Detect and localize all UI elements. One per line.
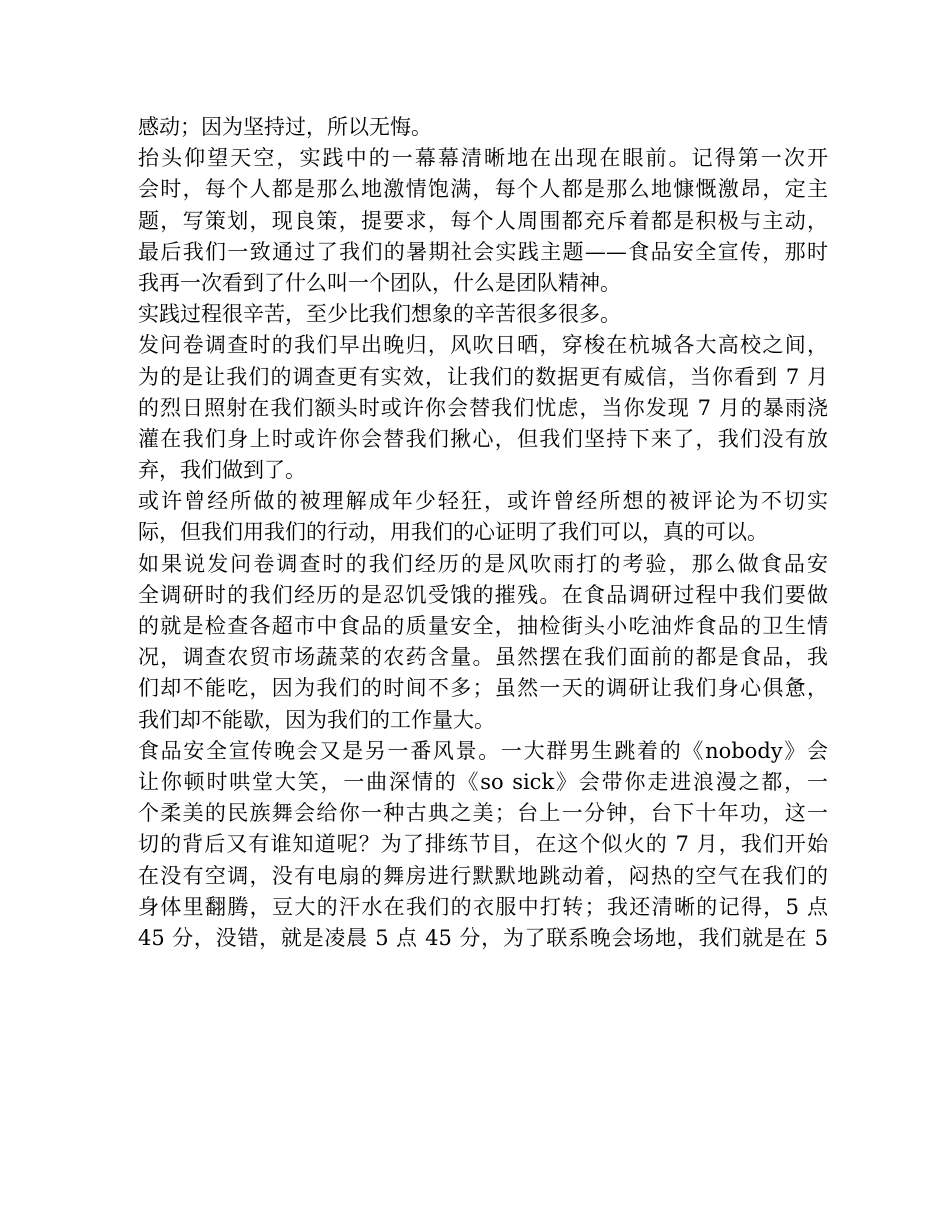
text-line: 实践过程很辛苦，至少比我们想象的辛苦很多很多。 — [138, 302, 621, 327]
text-line: 或许曾经所做的被理解成年少轻狂，或许曾经所想的被评论为不切实 — [138, 489, 828, 514]
text-line: 灌在我们身上时或许你会替我们揪心，但我们坚持下来了，我们没有放 — [138, 426, 828, 451]
text-line: 会时，每个人都是那么地激情饱满，每个人都是那么地慷慨激昂，定主 — [138, 177, 828, 202]
text-line: 在没有空调，没有电扇的舞房进行默默地跳动着，闷热的空气在我们的 — [138, 863, 828, 888]
text-line: 最后我们一致通过了我们的暑期社会实践主题——食品安全宣传，那时 — [138, 239, 828, 264]
text-line: 们却不能吃，因为我们的时间不多；虽然一天的调研让我们身心俱惫， — [138, 676, 828, 701]
text-line: 发问卷调查时的我们早出晚归，风吹日晒，穿梭在杭城各大高校之间， — [138, 333, 828, 358]
text-line: 45 分，没错，就是凌晨 5 点 45 分，为了联系晚会场地，我们就是在 5 — [138, 925, 828, 950]
text-line: 食品安全宣传晚会又是另一番风景。一大群男生跳着的《nobody》会 — [138, 738, 828, 763]
text-line: 我再一次看到了什么叫一个团队，什么是团队精神。 — [138, 270, 621, 295]
text-line: 感动；因为坚持过，所以无悔。 — [138, 115, 432, 139]
text-line: 切的背后又有谁知道呢？为了排练节目，在这个似火的 7 月，我们开始 — [138, 832, 828, 857]
text-line: 身体里翻腾，豆大的汗水在我们的衣服中打转；我还清晰的记得，5 点 — [138, 894, 828, 919]
text-line: 个柔美的民族舞会给你一种古典之美；台上一分钟，台下十年功，这一 — [138, 801, 828, 826]
text-line: 的就是检查各超市中食品的质量安全，抽检街头小吃油炸食品的卫生情 — [138, 614, 828, 638]
text-line: 如果说发问卷调查时的我们经历的是风吹雨打的考验，那么做食品安 — [138, 551, 828, 576]
text-line: 弃，我们做到了。 — [138, 458, 306, 483]
text-line: 全调研时的我们经历的是忍饥受饿的摧残。在食品调研过程中我们要做 — [138, 582, 828, 607]
text-line: 题，写策划，现良策，提要求，每个人周围都充斥着都是积极与主动， — [138, 208, 828, 233]
text-line: 况，调查农贸市场蔬菜的农药含量。虽然摆在我们面前的都是食品，我 — [138, 645, 828, 670]
text-line: 际，但我们用我们的行动，用我们的心证明了我们可以，真的可以。 — [138, 520, 768, 545]
text-line: 我们却不能歇，因为我们的工作量大。 — [138, 707, 495, 732]
text-line: 让你顿时哄堂大笑，一曲深情的《so sick》会带你走进浪漫之都，一 — [138, 769, 828, 794]
text-line: 的烈日照射在我们额头时或许你会替我们忧虑，当你发现 7 月的暴雨浇 — [138, 395, 828, 420]
document-body — [138, 112, 828, 954]
text-line: 为的是让我们的调查更有实效，让我们的数据更有威信，当你看到 7 月 — [138, 364, 828, 389]
text-line: 抬头仰望天空，实践中的一幕幕清晰地在出现在眼前。记得第一次开 — [138, 146, 828, 171]
